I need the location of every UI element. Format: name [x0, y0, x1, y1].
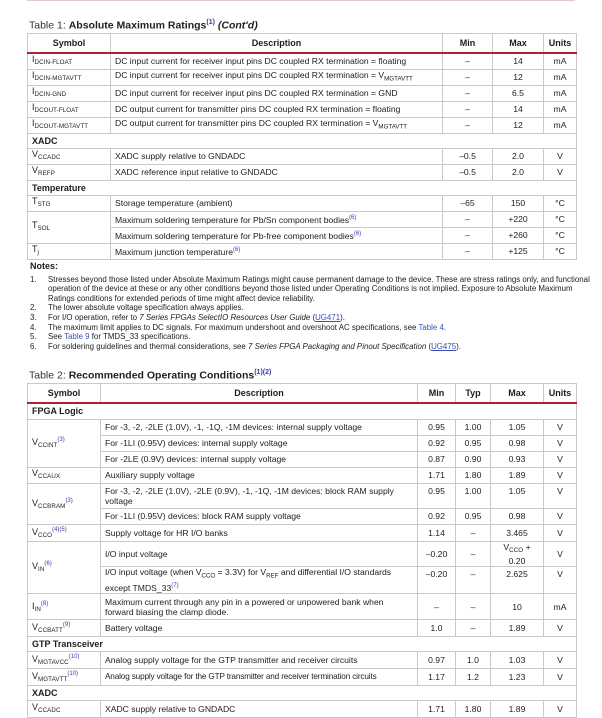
section-row-gtp-transceiver	[28, 637, 577, 652]
units-cell: V	[544, 566, 577, 594]
typ-cell: 0.95	[456, 435, 491, 451]
note-item: 6. For soldering guidelines and thermal considerations, see 7 Series FPGA Packaging and Pinout Specification (UG475).	[30, 341, 461, 351]
min-cell: –0.5	[443, 148, 493, 164]
min-cell: 1.14	[418, 524, 456, 541]
description-cell: Auxiliary supply voltage	[101, 467, 418, 483]
note-item: 2. The lower absolute voltage specification always applies.	[30, 303, 244, 313]
note-item: 4. The maximum limit applies to DC signals. For maximum undershoot and overshoot AC specifications, see Table 4.	[30, 322, 447, 332]
typ-cell: 1.00	[456, 483, 491, 508]
min-cell: 1.0	[418, 620, 456, 637]
symbol-cell: $I_{DCIN-GND}$	[28, 85, 111, 101]
footnote-ref[interactable]: (3)	[57, 437, 65, 443]
table-row	[28, 451, 577, 467]
header-units: Units	[544, 384, 577, 404]
header-min: Min	[418, 384, 456, 404]
units-cell: V	[544, 148, 577, 164]
table-row	[28, 69, 577, 85]
max-cell: 1.05	[491, 419, 544, 435]
footnote-ref[interactable]: (10)	[68, 654, 80, 661]
max-cell: 1.89	[491, 620, 544, 637]
symbol-cell: $T_{STG}$	[28, 195, 111, 211]
table-row	[28, 164, 577, 180]
table-row	[28, 652, 577, 669]
typ-cell: –	[456, 524, 491, 541]
symbol-cell: $V_{CCBRAM}^{(3)}$	[28, 483, 101, 524]
symbol-cell: $I_{IN}^{(8)}$	[28, 594, 101, 620]
note-item: 1. Stresses beyond those listed under Absolute Maximum Ratings might cause permanent damage to the device. These are stress ratings only, and functional operation of the device at these or any other conditions beyond those listed under Operating Conditions is not implied. Exposure to Absolute Maximum Ratings conditions for extended periods of time might affect device reliability.	[30, 274, 590, 303]
section-title: XADC	[28, 133, 577, 148]
table-row	[28, 211, 577, 227]
min-cell: 0.97	[418, 652, 456, 669]
description-cell: Supply voltage for HR I/O banks	[101, 524, 418, 541]
header-symbol: Symbol	[28, 34, 111, 54]
typ-cell: 1.0	[456, 652, 491, 669]
table1-caption	[29, 19, 258, 32]
header-units: Units	[544, 34, 577, 54]
max-cell: 14	[493, 53, 544, 69]
table4-link[interactable]: Table 4	[418, 322, 444, 332]
table2-title-ref[interactable]: (1)(2)	[254, 369, 272, 376]
symbol-cell: $V_{REFP}$	[28, 164, 111, 180]
units-cell: V	[544, 435, 577, 451]
section-title: FPGA Logic	[28, 403, 577, 419]
table-row	[28, 467, 577, 483]
description-cell: XADC supply relative to GNDADC	[101, 701, 418, 718]
description-cell: For -1LI (0.95V) devices: block RAM supply voltage	[101, 508, 418, 524]
units-cell: °C	[544, 195, 577, 211]
notes	[30, 262, 590, 351]
max-cell: $V_{CCO} + 0.20$	[491, 541, 544, 566]
table-row	[28, 195, 577, 211]
typ-cell: –	[456, 594, 491, 620]
min-cell: 0.92	[418, 508, 456, 524]
units-cell: mA	[544, 85, 577, 101]
symbol-cell: $I_{DCOUT-MGTAVTT}$	[28, 117, 111, 133]
max-cell: 2.0	[493, 164, 544, 180]
max-cell: 0.98	[491, 508, 544, 524]
table1-title-ref[interactable]: (1)	[206, 19, 215, 26]
description-cell: For -3, -2, -2LE (1.0V), -1, -1Q, -1M devices: internal supply voltage	[101, 419, 418, 435]
header-symbol: Symbol	[28, 384, 101, 404]
section-title: XADC	[28, 686, 577, 701]
min-cell: 1.71	[418, 701, 456, 718]
description-cell: Analog supply voltage for the GTP transmitter and receiver circuits	[101, 652, 418, 669]
max-cell: 1.05	[491, 483, 544, 508]
min-cell: –	[443, 227, 493, 243]
units-cell: V	[544, 701, 577, 718]
description-cell: For -2LE (0.9V) devices: internal supply voltage	[101, 451, 418, 467]
table1	[27, 33, 577, 260]
footnote-ref[interactable]: (3)	[65, 497, 73, 504]
notes-header: Notes:	[30, 261, 59, 271]
header-max: Max	[493, 34, 544, 54]
min-cell: –	[418, 594, 456, 620]
units-cell: mA	[544, 594, 577, 620]
typ-cell: –	[456, 541, 491, 566]
table-row	[28, 148, 577, 164]
min-cell: –	[443, 69, 493, 85]
note-item: 3. For I/O operation, refer to 7 Series FPGAs SelectIO Resources User Guide (UG471).	[30, 312, 345, 322]
units-cell: V	[544, 652, 577, 669]
section-row-xadc	[28, 133, 577, 148]
typ-cell: –	[456, 620, 491, 637]
typ-cell: 1.2	[456, 669, 491, 686]
table-row	[28, 85, 577, 101]
min-cell: –	[443, 211, 493, 227]
description-cell: For -3, -2, -2LE (1.0V), -2LE (0.9V), -1, -1Q, -1M devices: block RAM supply voltage	[101, 483, 418, 508]
symbol-cell: $I_{DCOUT-FLOAT}$	[28, 101, 111, 117]
footnote-ref[interactable]: (6)	[353, 231, 362, 237]
units-cell: V	[544, 419, 577, 435]
description-cell: Storage temperature (ambient)	[111, 195, 443, 211]
description-cell: Maximum current through any pin in a powered or unpowered bank when forward biasing the clamp diode.	[101, 594, 418, 620]
units-cell: V	[544, 483, 577, 508]
max-cell: 1.03	[491, 652, 544, 669]
min-cell: 1.17	[418, 669, 456, 686]
max-cell: +220	[493, 211, 544, 227]
units-cell: mA	[544, 101, 577, 117]
symbol-cell: $V_{MGTAVTT}^{(10)}$	[28, 669, 101, 686]
min-cell: 0.87	[418, 451, 456, 467]
units-cell: V	[544, 541, 577, 566]
units-cell: V	[544, 620, 577, 637]
symbol-cell: $I_{DCIN-MGTAVTT}$	[28, 69, 111, 85]
symbol-cell: $T_j$	[28, 243, 111, 259]
table2-title: Recommended Operating Conditions	[68, 369, 255, 382]
min-cell: 1.71	[418, 467, 456, 483]
table-row	[28, 227, 577, 243]
table-row	[28, 435, 577, 451]
symbol-cell: $V_{CCO}^{(4)(5)}$	[28, 524, 101, 541]
header-typ: Typ	[456, 384, 491, 404]
table-row	[28, 117, 577, 133]
description-cell: DC input current for receiver input pins DC coupled RX termination = $V_{MGTAVTT}$	[111, 69, 443, 85]
table-row	[28, 669, 577, 686]
description-cell: Maximum soldering temperature for Pb/Sn component bodies$^{(6)}$	[111, 211, 443, 227]
table1-title: Absolute Maximum Ratings	[68, 19, 207, 32]
units-cell: V	[544, 669, 577, 686]
description-cell: DC output current for transmitter pins DC coupled RX termination = floating	[111, 101, 443, 117]
max-cell: 0.98	[491, 435, 544, 451]
note-item: 5. See Table 9 for TMDS_33 specifications.	[30, 332, 191, 342]
typ-cell: 1.80	[456, 467, 491, 483]
footnote-ref[interactable]: (10)	[67, 671, 79, 678]
footnote-ref[interactable]: (8)	[40, 600, 49, 607]
symbol-cell: $V_{CCADC}$	[28, 148, 111, 164]
min-cell: –0.20	[418, 541, 456, 566]
table9-link[interactable]: Table 9	[64, 332, 90, 342]
min-cell: 0.95	[418, 483, 456, 508]
units-cell: V	[544, 508, 577, 524]
typ-cell: 1.00	[456, 419, 491, 435]
description-cell: XADC reference input relative to GNDADC	[111, 164, 443, 180]
units-cell: mA	[544, 53, 577, 69]
units-cell: V	[544, 451, 577, 467]
table-row	[28, 483, 577, 508]
table-row	[28, 566, 577, 594]
max-cell: 2.625	[491, 566, 544, 594]
min-cell: –	[443, 243, 493, 259]
footnote-ref[interactable]: (6)	[232, 247, 241, 253]
max-cell: +260	[493, 227, 544, 243]
max-cell: 150	[493, 195, 544, 211]
max-cell: 6.5	[493, 85, 544, 101]
typ-cell: 1.80	[456, 701, 491, 718]
footnote-ref[interactable]: (9)	[62, 622, 71, 629]
table-row	[28, 243, 577, 259]
min-cell: –65	[443, 195, 493, 211]
min-cell: –	[443, 53, 493, 69]
ug475-link[interactable]: UG475	[431, 341, 457, 351]
symbol-cell: $I_{DCIN-FLOAT}$	[28, 53, 111, 69]
max-cell: 1.89	[491, 701, 544, 718]
units-cell: °C	[544, 211, 577, 227]
symbol-cell: $V_{CCINT}^{(3)}$	[28, 419, 101, 467]
table-row	[28, 701, 577, 718]
symbol-cell: $V_{CCADC}$	[28, 701, 101, 718]
max-cell: 2.0	[493, 148, 544, 164]
min-cell: 0.92	[418, 435, 456, 451]
table2	[27, 383, 577, 718]
top-rule	[27, 0, 575, 1]
units-cell: V	[544, 467, 577, 483]
footnote-ref[interactable]: (4)(5)	[52, 526, 67, 533]
section-title: Temperature	[28, 180, 577, 195]
symbol-cell: $V_{MGTAVCC}^{(10)}$	[28, 652, 101, 669]
typ-cell: 0.90	[456, 451, 491, 467]
table-row	[28, 508, 577, 524]
description-cell: Analog supply voltage for the GTP transmitter and receiver termination circuits	[101, 669, 418, 686]
description-cell: Maximum junction temperature$^{(6)}$	[111, 243, 443, 259]
symbol-cell: $V_{CCAUX}$	[28, 467, 101, 483]
description-cell: Maximum soldering temperature for Pb-free component bodies$^{(6)}$	[111, 227, 443, 243]
table-row	[28, 541, 577, 566]
symbol-cell: $T_{SOL}$	[28, 211, 111, 243]
section-row-xadc	[28, 686, 577, 701]
section-row-fpga-logic	[28, 403, 577, 419]
description-cell: Battery voltage	[101, 620, 418, 637]
units-cell: mA	[544, 117, 577, 133]
max-cell: +125	[493, 243, 544, 259]
header-description: Description	[111, 34, 443, 54]
table-row	[28, 594, 577, 620]
max-cell: 1.89	[491, 467, 544, 483]
table-row	[28, 524, 577, 541]
table1-label: Table 1:	[29, 19, 66, 32]
section-title: GTP Transceiver	[28, 637, 577, 652]
table1-title-suffix: (Cont'd)	[217, 19, 258, 32]
table2-header-row	[28, 384, 577, 404]
min-cell: –	[443, 117, 493, 133]
typ-cell: 0.95	[456, 508, 491, 524]
min-cell: –0.5	[443, 164, 493, 180]
header-description: Description	[101, 384, 418, 404]
table-row	[28, 419, 577, 435]
footnote-ref[interactable]: (7)	[171, 583, 179, 590]
table2-caption	[29, 369, 271, 382]
table-row	[28, 620, 577, 637]
max-cell: 12	[493, 117, 544, 133]
units-cell: V	[544, 524, 577, 541]
max-cell: 12	[493, 69, 544, 85]
min-cell: 0.95	[418, 419, 456, 435]
description-cell: XADC supply relative to GNDADC	[111, 148, 443, 164]
table1-header-row	[28, 34, 577, 54]
table-row	[28, 101, 577, 117]
description-cell: DC input current for receiver input pins DC coupled RX termination = floating	[111, 53, 443, 69]
typ-cell: –	[456, 566, 491, 594]
footnote-ref[interactable]: (6)	[349, 215, 357, 221]
table2-label: Table 2:	[29, 369, 66, 382]
units-cell: V	[544, 164, 577, 180]
min-cell: –0.20	[418, 566, 456, 594]
units-cell: °C	[544, 243, 577, 259]
max-cell: 1.23	[491, 669, 544, 686]
description-cell: DC input current for receiver input pins DC coupled RX termination = GND	[111, 85, 443, 101]
description-cell: I/O input voltage (when $V_{CCO} = 3.3V$) for $V_{REF}$ and differential I/O standards except TMDS_33$^{(7)}$	[101, 566, 418, 594]
footnote-ref[interactable]: (6)	[44, 561, 52, 568]
description-cell: I/O input voltage	[101, 541, 418, 566]
max-cell: 14	[493, 101, 544, 117]
description-cell: DC output current for transmitter pins DC coupled RX termination = $V_{MGTAVTT}$	[111, 117, 443, 133]
max-cell: 3.465	[491, 524, 544, 541]
ug471-link[interactable]: UG471	[315, 312, 341, 322]
section-row-temperature	[28, 180, 577, 195]
table-row	[28, 53, 577, 69]
symbol-cell: $V_{CCBATT}^{(9)}$	[28, 620, 101, 637]
description-cell: For -1LI (0.95V) devices: internal supply voltage	[101, 435, 418, 451]
max-cell: 0.93	[491, 451, 544, 467]
header-min: Min	[443, 34, 493, 54]
symbol-cell: $V_{IN}^{(6)}$	[28, 541, 101, 594]
units-cell: mA	[544, 69, 577, 85]
min-cell: –	[443, 85, 493, 101]
header-max: Max	[491, 384, 544, 404]
units-cell: °C	[544, 227, 577, 243]
max-cell: 10	[491, 594, 544, 620]
min-cell: –	[443, 101, 493, 117]
